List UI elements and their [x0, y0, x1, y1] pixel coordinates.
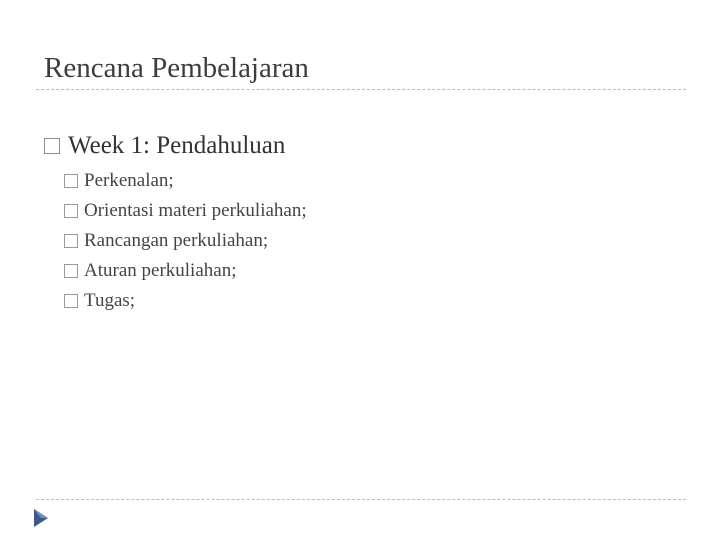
footer-divider — [36, 499, 686, 500]
list-item — [64, 286, 684, 316]
checkbox-square-icon — [64, 204, 78, 218]
play-arrow-icon[interactable] — [32, 507, 50, 529]
slide-body — [44, 128, 684, 316]
checkbox-square-icon — [64, 294, 78, 308]
list-item-label: Aturan perkuliahan; — [84, 260, 237, 281]
list-item-label: Orientasi materi perkuliahan; — [84, 200, 307, 221]
list-item — [64, 226, 684, 256]
title-divider — [36, 89, 686, 90]
list-item — [64, 196, 684, 226]
heading-bullet-row — [44, 128, 684, 164]
slide-title: Rencana Pembelajaran — [44, 52, 309, 84]
checkbox-square-icon — [64, 264, 78, 278]
list-item — [64, 256, 684, 286]
list-item-label: Perkenalan; — [84, 170, 174, 191]
checkbox-square-icon — [44, 138, 60, 154]
list-item-label: Rancangan perkuliahan; — [84, 230, 269, 251]
list-item-label: Tugas; — [84, 290, 136, 311]
checkbox-square-icon — [64, 234, 78, 248]
checkbox-square-icon — [64, 174, 78, 188]
list-item — [64, 166, 684, 196]
section-heading: Week 1: Pendahuluan — [68, 132, 286, 159]
